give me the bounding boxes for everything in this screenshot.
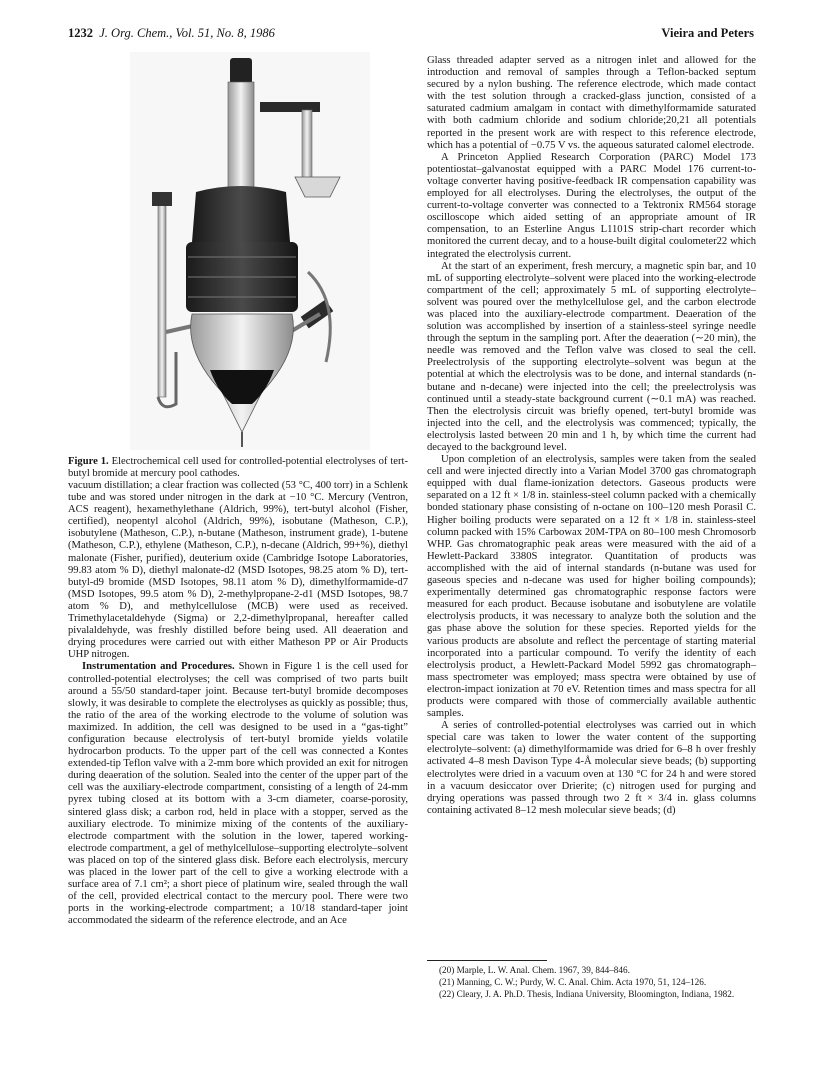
page-number: 1232	[68, 26, 93, 40]
figure-label: Figure 1.	[68, 456, 109, 467]
electrochemical-cell-figure	[130, 52, 370, 450]
paragraph: vacuum distillation; a clear fraction was collected (53 °C, 400 torr) in a Schlenk tube and was stored under nitrogen in the dark at −10 °C. Mercury (Ventron, ACS reagent), hexamethylethane (Aldrich, 99%), tert-butyl alcohol (Fisher, certified), neopentyl alcohol (Aldrich, 99%), isobutane (Matheson, C.P.), isobutylene (Matheson, C.P.), n-butane (Matheson, instrument grade), 1-butene (Matheson, C.P.), ethylene (Matheson, C.P.), n-decane (Aldrich, 99+%), diethyl malonate (Fisher, purified), deuterium oxide (Cambridge Isotope Laboratories, 99.83 atom % D), diethyl malonate-d2 (MSD Isotopes, 98.25 atom % D), tert-butyl-d9 bromide (MSD Isotopes, 98.11 atom % D), dimethylformamide-d7 (MSD Isotopes, 99.5 atom % D), 2-methylpropane-2-d1 (MSD Isotopes, 98.7 atom % D), and methylcellulose (MCB) were used as received. Trimethylacetaldehyde (Sigma) or 2,2-dimethylpropanal, hereafter called pivalaldehyde, was freshly distilled before being used. All deaeration and drying procedures were carried out with either Matheson PP or Air Products UHP nitrogen.	[68, 480, 408, 661]
running-header	[68, 26, 754, 44]
paragraph: Upon completion of an electrolysis, samples were taken from the sealed cell and were injected directly into a Varian Model 3700 gas chromatograph equipped with dual flame-ionization detectors. Gaseous products were separated on a 12 ft × 1/8 in. stainless-steel column packed with a chemically bonded stationary phase consisting of n-octane on 100–120 mesh Porasil C. Higher boiling products were separated on a 12 ft × 1/8 in. stainless-steel column packed with 15% Carbowax 20M-TPA on 80–100 mesh Chromosorb WHP. Gas chromatographic peak areas were measured with the aid of a Hewlett-Packard 3380S integrator. Quantitation of products was accomplished with the aid of internal standards (n-butane was used for gaseous species and n-decane was used for higher boiling compounds); experimentally determined gas chromatographic response factors were measured for each product. Because isobutane and isobutylene are volatile electrolysis products, it was necessary to analyze both the solution and the gas phase above the solution for these species. Reported yields for the various products are absolute and reflect the percentage of starting material incorporated into a particular compound. To verify the identity of each electrolysis product, a Hewlett-Packard Model 5992 gas chromatograph–mass spectrometer was employed; mass spectra were obtained by use of electron-impact ionization at 70 eV. Retention times and mass spectra for all products were compared with those of commercially available authentic samples.	[427, 454, 756, 720]
paragraph: A series of controlled-potential electrolyses was carried out in which special care was taken to lower the water content of the supporting electrolyte–solvent: (a) dimethylformamide was dried for 6–8 h over freshly activated 4–8 mesh Davison Type 4-Å molecular sieve beads; (b) supporting electrolytes were dried in a vacuum oven at 130 °C for 24 h and were stored in a vacuum desiccator over Drierite; (c) nitrogen used for purging and drying operations was passed through two 2 ft × 3/4 in. glass columns containing activated 8–12 mesh molecular sieve beads; (d)	[427, 720, 756, 816]
paragraph: Glass threaded adapter served as a nitrogen inlet and allowed for the introduction and removal of samples through a Teflon-backed septum secured by a nylon bushing. The reference electrode, which made contact with the test solution through a cracked-glass junction, consisted of a saturated cadmium amalgam in contact with dimethylformamide saturated with both cadmium chloride and sodium chloride;20,21 all potentials reported in the present work are with respect to this reference electrode, which has a potential of −0.75 V vs. the aqueous saturated calomel electrode.	[427, 55, 756, 151]
volume-issue: Vol. 51, No. 8, 1986	[175, 26, 275, 40]
author-names: Vieira and Peters	[661, 26, 754, 40]
paragraph: At the start of an experiment, fresh mercury, a magnetic spin bar, and 10 mL of supporting electrolyte–solvent were placed into the working-electrode compartment of the cell; approximately 5 mL of supporting electrolyte–solvent was poured over the methylcellulose gel, and the carbon electrode was placed into the auxiliary-electrode compartment. Deaeration of the solution was accomplished by insertion of a stainless-steel syringe needle through the septum in the sampling port. After the deaeration (∼20 min), the needle was removed and the Teflon valve was closed to seal the cell. Preelectrolysis of the supporting electrolyte–solvent was begun at the potential at which the electrolysis was to be done, and internal standards (n-butane and n-decane) were injected into the cell; the preelectrolysis was continued until a steady-state background current (∼0.1 mA) was reached. Then the electrolysis circuit was briefly opened, tert-butyl bromide was injected into the cell, and the electrolysis was commenced; typically, the electrolysis lasted between 20 min and 1 h, by which time the current had decayed to the background level.	[427, 260, 756, 453]
paragraph: A Princeton Applied Research Corporation (PARC) Model 173 potentiostat–galvanostat equipped with a PARC Model 176 current-to-voltage converter having positive-feedback IR compensation capability was employed for all electrolyses. During the electrolyses, the output of the current-to-voltage converter was connected to a Tektronix RM564 storage oscilloscope which aided setting of an appropriate amount of IR compensation, to an Esterline Angus L1101S strip-chart recorder which monitored the current decay, and to a house-built digital coulometer22 which integrated the electrolysis current.	[427, 151, 756, 260]
footnotes	[427, 965, 756, 1001]
journal-name: J. Org. Chem.,	[99, 26, 173, 40]
footnote: (20) Marple, L. W. Anal. Chem. 1967, 39, 844–846.	[439, 965, 630, 975]
footnote: (22) Cleary, J. A. Ph.D. Thesis, Indiana University, Bloomington, Indiana, 1982.	[439, 989, 735, 999]
section-heading: Instrumentation and Procedures.	[82, 661, 235, 673]
footnote-divider	[427, 960, 547, 961]
paragraph	[68, 661, 408, 927]
right-column	[427, 55, 756, 817]
figure-caption	[68, 456, 408, 480]
left-column	[68, 480, 408, 927]
paragraph-text: Shown in Figure 1 is the cell used for controlled-potential electrolyses; the cell was comprised of two parts built around a 55/50 standard-taper joint. Because tert-butyl bromide decomposes slowly, it was desirable to complete the electrolyses as quickly as possible; thus, the ratio of the area of the working electrode to the volume of solution was maximized. In addition, the cell was designed to be used in a “gas-tight” configuration because electrolysis of tert-butyl bromide yields volatile hydrocarbon products. To the upper part of the cell was connected a Kontes extended-tip Teflon valve with a 2-mm bore which provided an exit for nitrogen during deaeration of the solution. Sealed into the center of the upper part of the cell was the auxiliary-electrode compartment, consisting of a length of 24-mm pyrex tubing closed at its bottom with a 3-cm diameter, coarse-porosity, sintered glass disk; a carbon rod, held in place with a stopper, served as the auxiliary electrode. To minimize mixing of the contents of the auxiliary-electrode compartment with the solution in the lower, tapered working-electrode compartment, a gel of methylcellulose–supporting electrolyte–solvent was placed on top of the sintered glass disk. Before each electrolysis, mercury was placed in the lower part of the cell to give a working electrode with a surface area of 7.1 cm²; a short piece of platinum wire, sealed through the wall of the cell, provided electrical contact to the mercury pool. There were two ports in the working-electrode compartment; a 10/18 standard-taper joint accommodated the sidearm of the reference electrode, and an Ace	[68, 661, 409, 927]
footnote: (21) Manning, C. W.; Purdy, W. C. Anal. Chim. Acta 1970, 51, 124–126.	[439, 977, 707, 987]
figure-caption-text: Electrochemical cell used for controlled-potential electrolyses of tert-butyl bromide at mercury pool cathodes.	[68, 456, 408, 480]
